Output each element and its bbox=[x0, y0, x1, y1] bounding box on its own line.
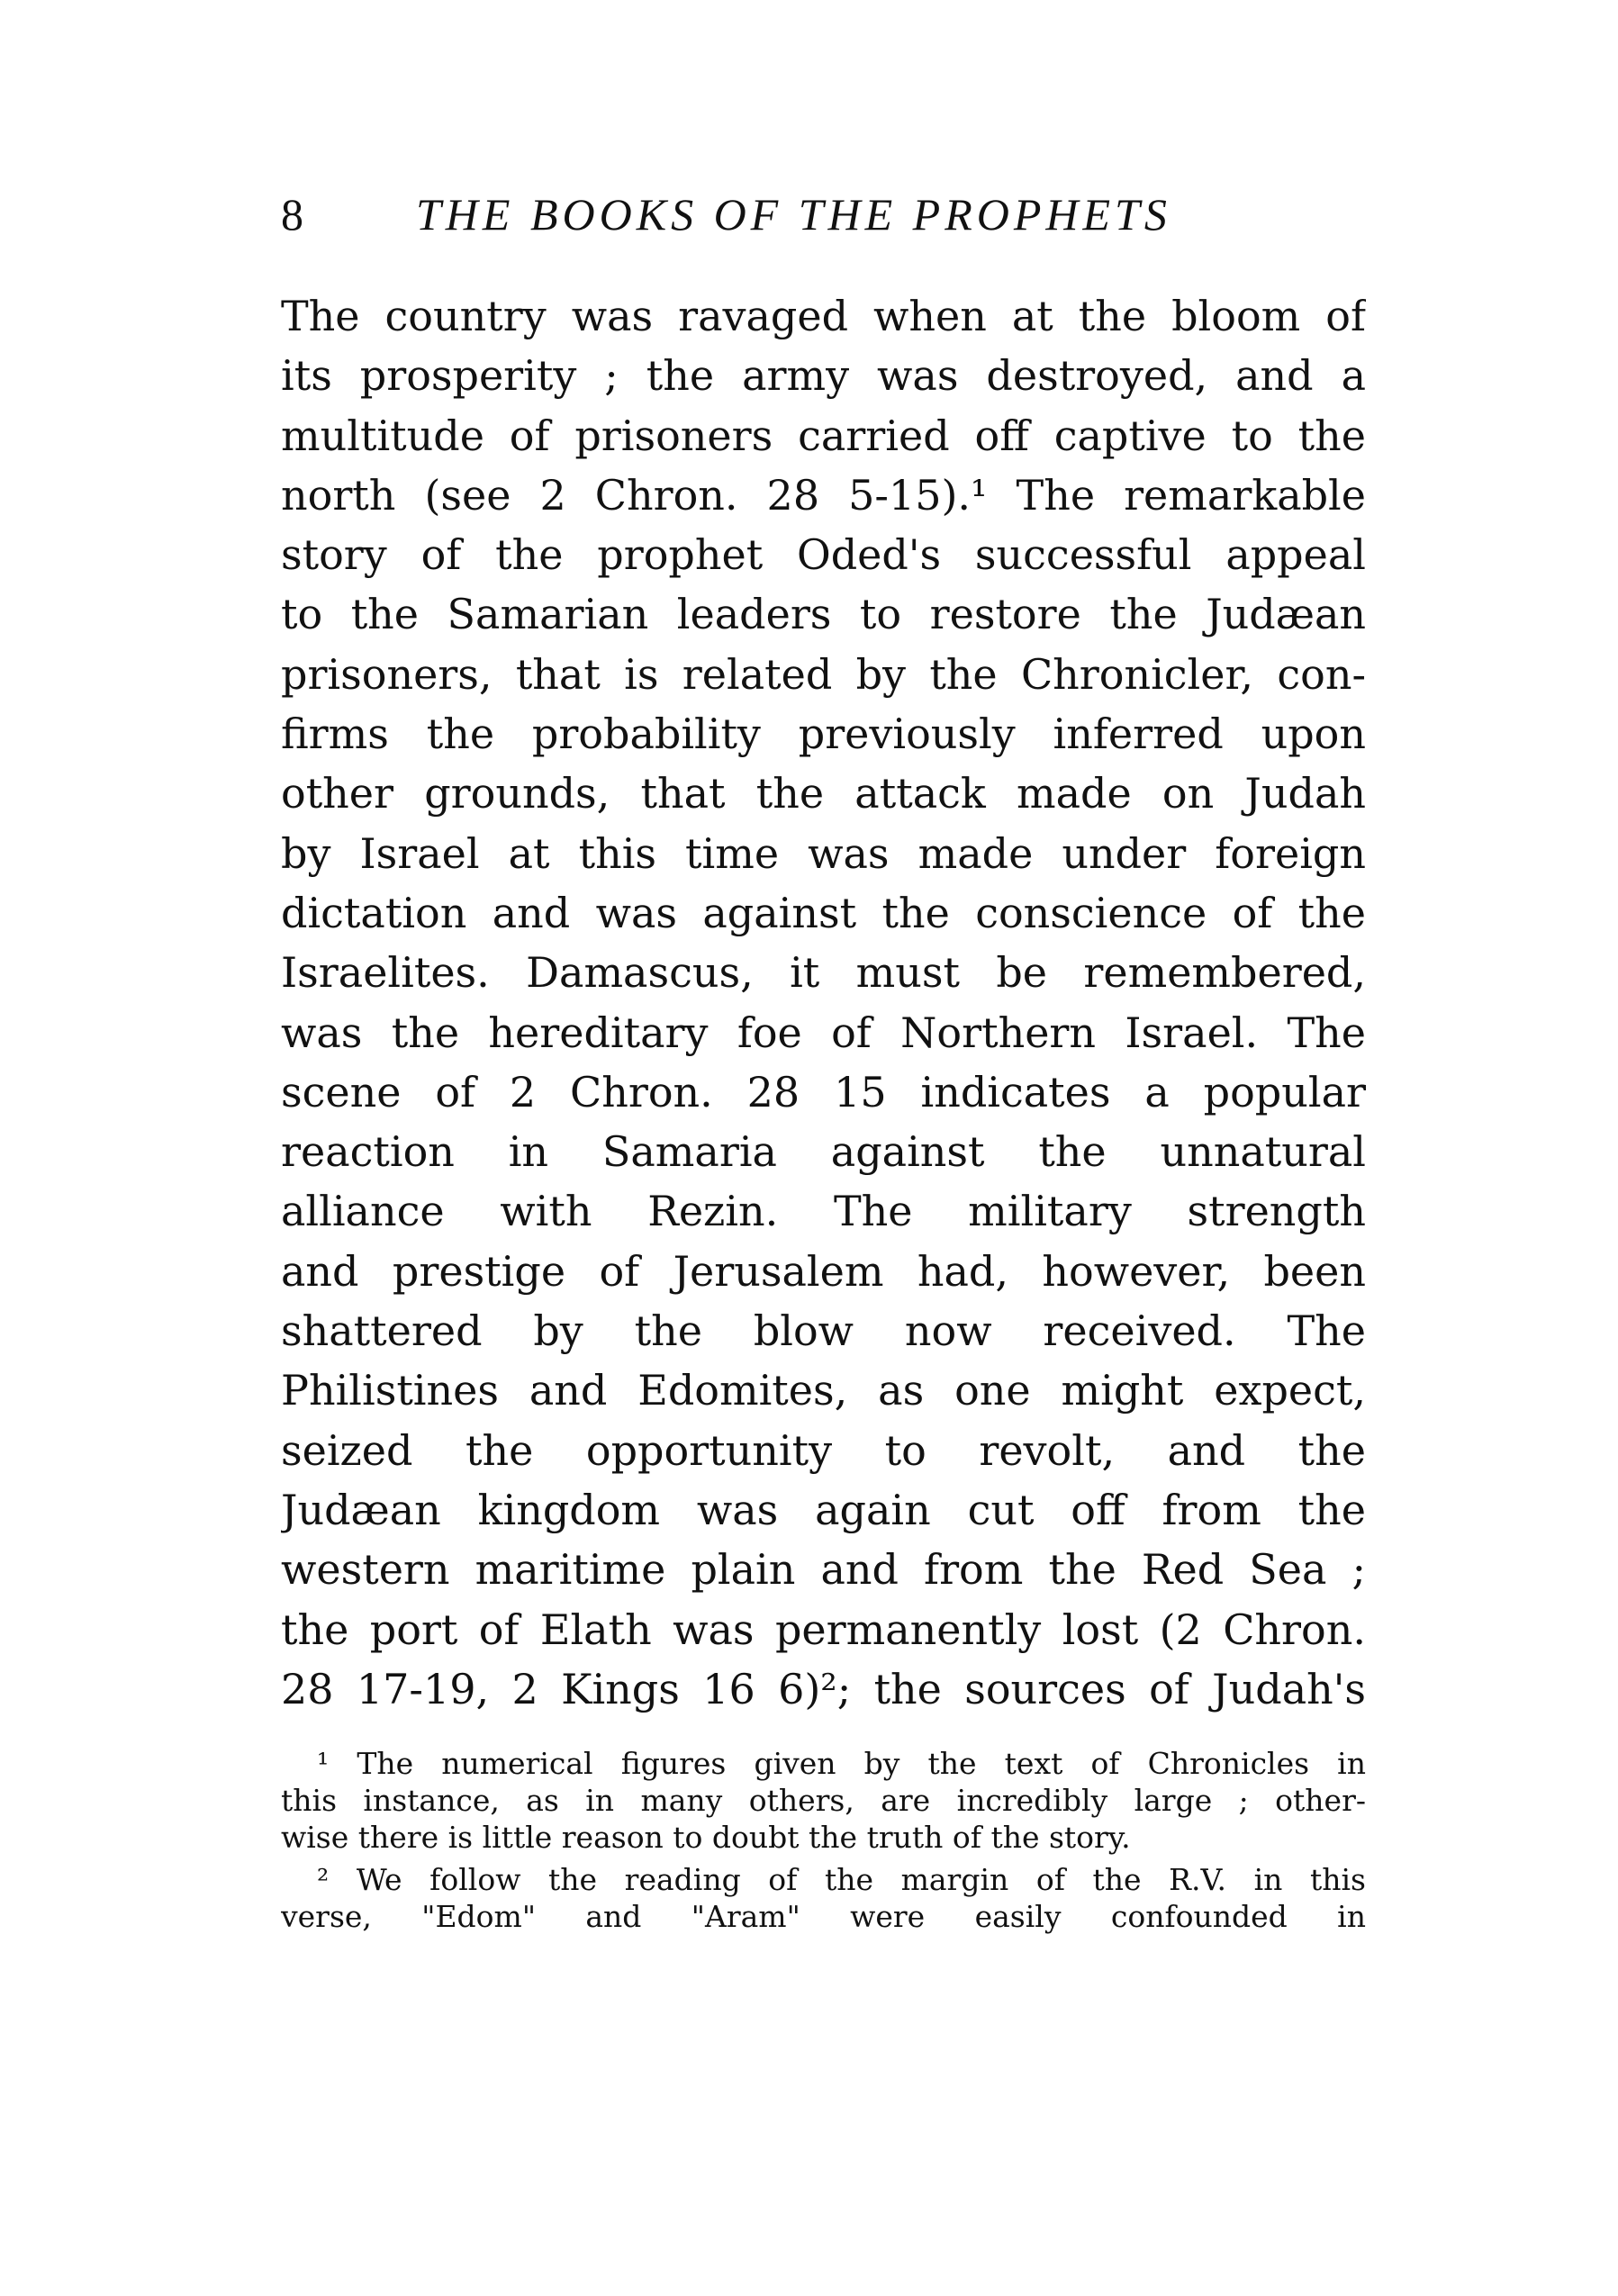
body-text-line: Philistines and Edomites, as one might expect, bbox=[281, 1366, 1366, 1415]
body-text-line: western maritime plain and from the Red Sea ; bbox=[281, 1545, 1366, 1595]
body-text-line: its prosperity ; the army was destroyed, and a bbox=[281, 351, 1366, 401]
body-text-line: was the hereditary foe of Northern Israel. The bbox=[281, 1008, 1366, 1057]
body-text bbox=[281, 286, 1366, 1719]
body-text-line: multitude of prisoners carried off captive to the bbox=[281, 411, 1366, 460]
body-text-line: Israelites. Damascus, it must be remembered, bbox=[281, 948, 1366, 998]
body-text-line: seized the opportunity to revolt, and the bbox=[281, 1425, 1366, 1475]
body-text-line: The country was ravaged when at the bloom of bbox=[281, 292, 1366, 340]
footnote-line: verse, "Edom" and "Aram" were easily confounded in bbox=[281, 1899, 1366, 1934]
page-header bbox=[281, 187, 1361, 241]
footnote-line: ¹ The numerical figures given by the text of Chronicles in bbox=[317, 1746, 1366, 1781]
page-number: 8 bbox=[281, 189, 303, 240]
body-text-line: and prestige of Jerusalem had, however, been bbox=[281, 1246, 1366, 1296]
body-text-line: firms the probability previously inferred upon bbox=[281, 710, 1366, 759]
body-text-line: prisoners, that is related by the Chronicler, con- bbox=[281, 649, 1366, 699]
body-text-line: to the Samarian leaders to restore the Judæan bbox=[281, 590, 1366, 639]
body-text-line: shattered by the blow now received. The bbox=[281, 1306, 1366, 1356]
running-title: THE BOOKS OF THE PROPHETS bbox=[416, 189, 1171, 240]
footnote-line: ² We follow the reading of the margin of the R.V. in this bbox=[317, 1862, 1366, 1897]
footnote-line: wise there is little reason to doubt the truth of the story. bbox=[281, 1820, 1131, 1855]
body-text-line: reaction in Samaria against the unnatural bbox=[281, 1127, 1366, 1177]
body-text-line: alliance with Rezin. The military strength bbox=[281, 1187, 1366, 1236]
body-text-line: dictation and was against the conscience of the bbox=[281, 888, 1366, 937]
body-text-line: scene of 2 Chron. 28 15 indicates a popular bbox=[281, 1067, 1366, 1116]
footnote-line: this instance, as in many others, are incredibly large ; other- bbox=[281, 1783, 1366, 1818]
body-text-line: other grounds, that the attack made on Judah bbox=[281, 769, 1366, 818]
body-text-line: north (see 2 Chron. 28 5-15).¹ The remarkable bbox=[281, 470, 1366, 520]
body-text-line: the port of Elath was permanently lost (2 Chron. bbox=[281, 1604, 1366, 1654]
body-text-line: Judæan kingdom was again cut off from the bbox=[281, 1485, 1366, 1534]
body-text-line: by Israel at this time was made under foreign bbox=[281, 828, 1366, 878]
body-text-line: story of the prophet Oded's successful appeal bbox=[281, 530, 1366, 580]
footnotes bbox=[281, 1745, 1366, 1935]
body-text-line: 28 17-19, 2 Kings 16 6)²; the sources of Judah's bbox=[281, 1664, 1366, 1713]
